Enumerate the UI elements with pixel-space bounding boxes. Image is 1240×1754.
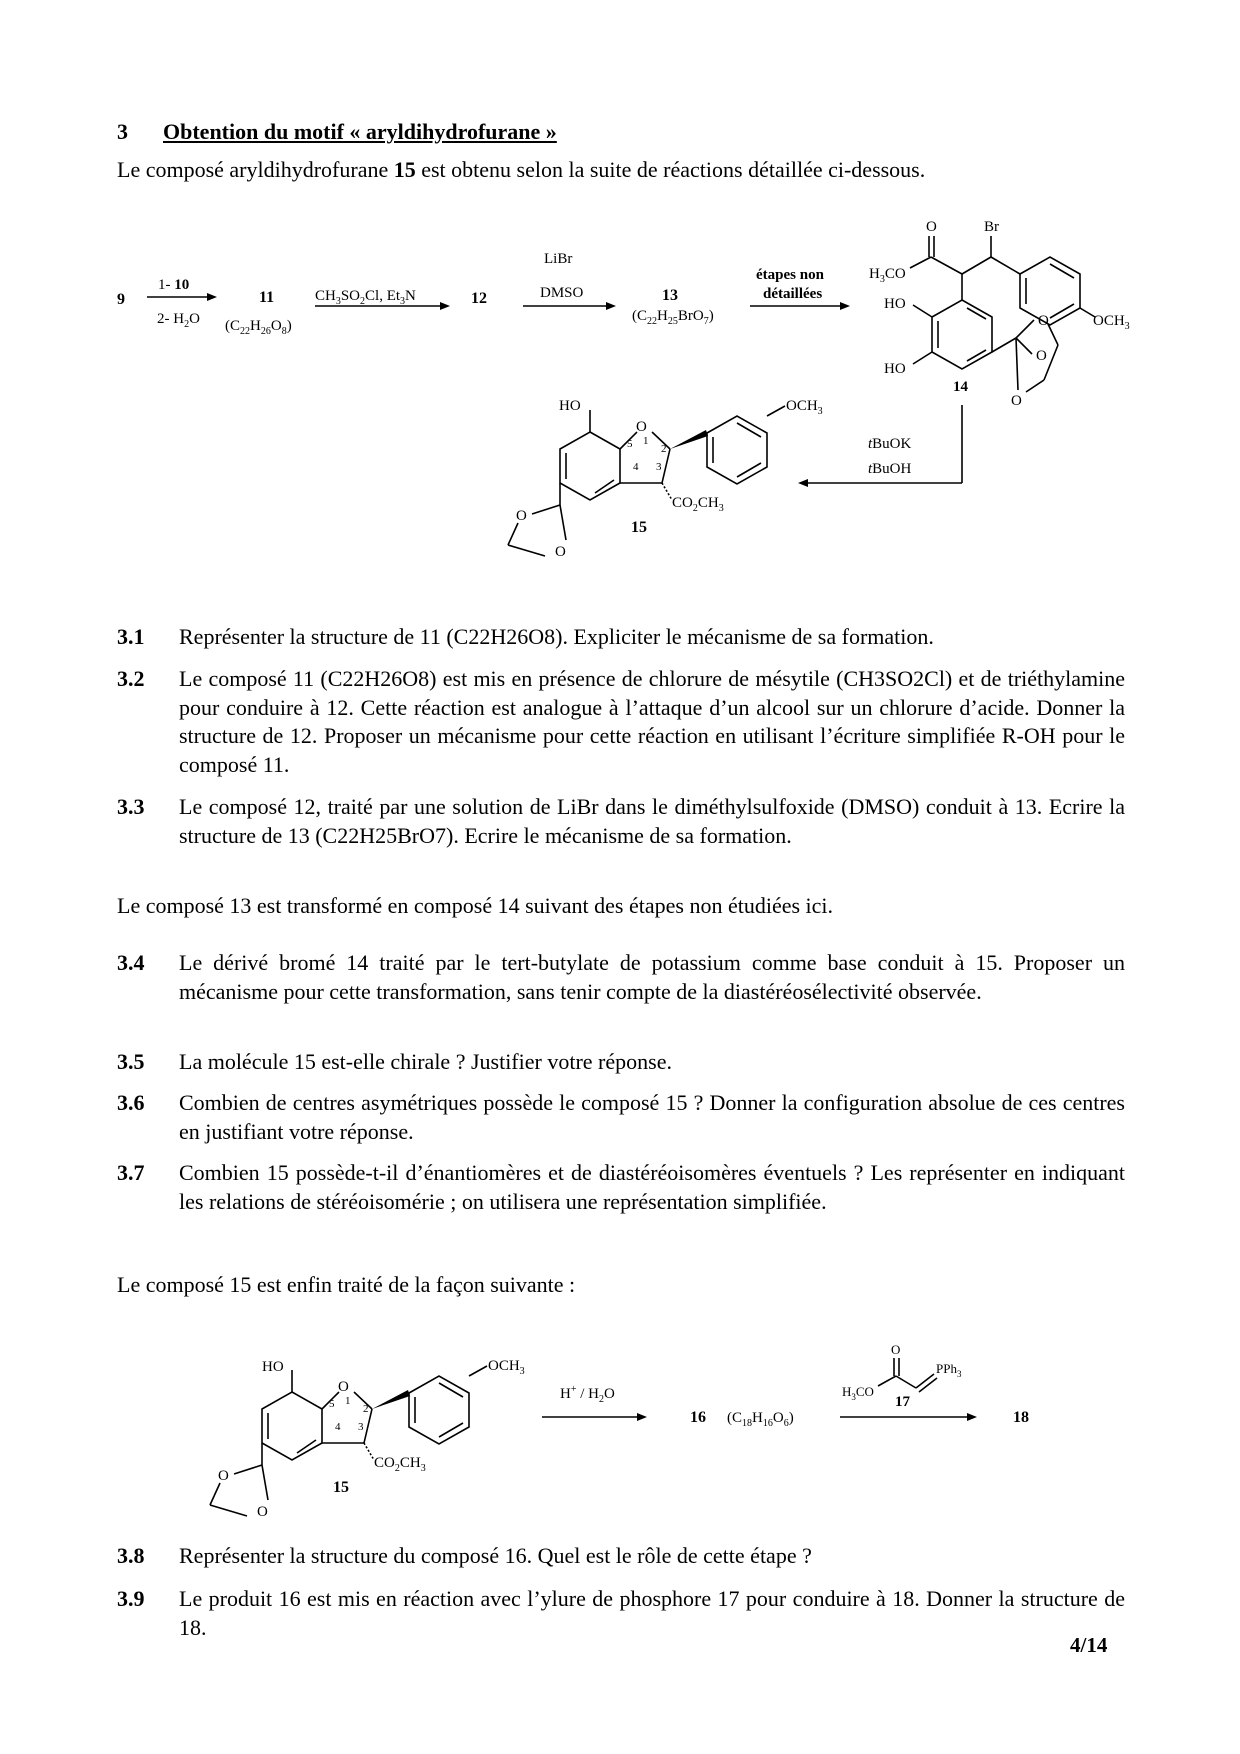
question-text: Combien de centres asymétriques possède le composé 15 ? Donner la configuration absolue de ces centres en justifiant votre réponse. <box>179 1090 1125 1144</box>
compound-12: 12 <box>471 290 487 307</box>
atom-ho: HO <box>262 1359 284 1375</box>
question-number: 3.4 <box>117 950 145 975</box>
reagent-mesyl: $CH_3SO_2Cl$, $Et_3N$ <box>315 288 416 307</box>
atom-ho-lower: HO <box>884 361 906 377</box>
question-3-9 <box>117 1585 1125 1642</box>
compound-13: 13 <box>662 287 678 304</box>
atom-o-acetal-3: O <box>1011 393 1022 409</box>
undetailed-steps-2: détaillées <box>763 286 823 302</box>
ring-num-3: 3 <box>656 461 662 473</box>
intro-before: Le composé aryldihydrofurane <box>117 157 394 182</box>
question-number: 3.2 <box>117 666 145 691</box>
step1-bottom: 2- $H_2O$ <box>157 311 200 330</box>
atom-co2ch3: $CO_2CH_3$ <box>374 1455 426 1474</box>
compound-15-label: 15 <box>631 519 647 536</box>
atom-och3: $OCH_3$ <box>488 1358 525 1377</box>
ring-num-5: 5 <box>329 1398 335 1410</box>
undetailed-steps-1: étapes non <box>756 267 824 283</box>
ring-num-4: 4 <box>633 461 639 473</box>
intro-after: est obtenu selon la suite de réactions détaillée ci-dessous. <box>415 157 926 182</box>
final-paragraph: Le composé 15 est enfin traité de la façon suivante : <box>117 1272 576 1297</box>
reagent-dmso: DMSO <box>540 285 584 301</box>
atom-o-acetal-1: O <box>218 1468 229 1484</box>
intro-compound: 15 <box>393 157 416 182</box>
atom-o-ring: O <box>636 419 647 435</box>
compound-18: 18 <box>1013 1409 1029 1426</box>
ring-num-2: 2 <box>661 443 667 455</box>
structure-15-bottom <box>210 1358 525 1520</box>
atom-o-acetal-1: O <box>1036 348 1047 364</box>
atom-ho-upper: HO <box>884 296 906 312</box>
compound-17: 17 <box>895 1394 910 1410</box>
compound-14: 14 <box>953 379 968 395</box>
question-text: Le composé 12, traité par une solution de LiBr dans le diméthylsulfoxide (DMSO) conduit à 13. Ecrire la structure de 13 (C22H25BrO7). Ecrire le mécanisme de sa formation. <box>179 794 1125 848</box>
compound-16: 16 <box>690 1409 706 1426</box>
atom-pph3: PPh$_3$ <box>936 1361 962 1379</box>
atom-br: Br <box>984 219 999 235</box>
atom-o-acetal-2: O <box>257 1504 268 1520</box>
page-number: 4/14 <box>1070 1633 1108 1657</box>
atom-o-acetal-2: O <box>555 544 566 560</box>
atom-h3co: $H_3CO$ <box>842 1384 874 1402</box>
middle-paragraph: Le composé 13 est transformé en composé 14 suivant des étapes non étudiées ici. <box>117 893 834 918</box>
atom-o-acetal-2: O <box>1038 313 1049 329</box>
ring-num-1: 1 <box>345 1395 351 1407</box>
question-text: Le dérivé bromé 14 traité par le tert-butylate de potassium comme base conduit à 15. Proposer un mécanisme pour cette transformation, sans tenir compte de la diastéréosélectivité observée. <box>179 950 1125 1004</box>
atom-o-ring: O <box>338 1379 349 1395</box>
ring-num-4: 4 <box>335 1421 341 1433</box>
atom-och3: $OCH_3$ <box>786 398 823 417</box>
compound-15-label: 15 <box>333 1479 349 1496</box>
ring-num-3: 3 <box>358 1421 364 1433</box>
compound-11: 11 <box>259 289 275 306</box>
ring-num-2: 2 <box>363 1403 369 1415</box>
ring-num-5: 5 <box>627 438 633 450</box>
question-text: Le composé 11 (C22H26O8) est mis en présence de chlorure de mésytile (CH3SO2Cl) et de triéthylamine pour conduire à 12. Cette réaction est analogue à l’attaque d’un alcool sur un chlorure d’acide. Donner la structure de 12. Proposer un mécanisme pour cette réaction en utilisant l’écriture simplifiée R-OH pour le composé 11. <box>179 666 1125 777</box>
reagent-libr: LiBr <box>544 251 573 267</box>
question-text: Représenter la structure de 11 (C22H26O8). Expliciter le mécanisme de sa formation. <box>179 624 934 649</box>
section-title: Obtention du motif « aryldihydrofurane » <box>163 119 557 144</box>
atom-co2ch3: $CO_2CH_3$ <box>672 495 724 514</box>
question-number: 3.6 <box>117 1090 145 1115</box>
step1-top: 1- 10 <box>158 277 190 293</box>
compound-13-formula: $(C_{22}H_{25}BrO_7)$ <box>632 308 714 327</box>
question-number: 3.9 <box>117 1586 145 1611</box>
atom-o-carbonyl: O <box>926 219 937 235</box>
question-text: Le produit 16 est mis en réaction avec l’ylure de phosphore 17 pour conduire à 18. Donner la structure de 18. <box>179 1586 1125 1640</box>
question-number: 3.5 <box>117 1049 145 1074</box>
question-number: 3.7 <box>117 1160 145 1185</box>
compound-9: 9 <box>117 291 125 308</box>
ring-num-1: 1 <box>643 435 649 447</box>
base-tbuoh: tBuOH <box>868 461 912 477</box>
question-text: Représenter la structure du composé 16. Quel est le rôle de cette étape ? <box>179 1543 812 1568</box>
atom-o: O <box>891 1342 901 1357</box>
section-number: 3 <box>117 119 128 144</box>
compound-16-formula: $(C_{18}H_{16}O_6)$ <box>727 1410 794 1429</box>
reagent-acid: $H^+ / H_2O$ <box>560 1384 615 1405</box>
atom-o-acetal-1: O <box>516 508 527 524</box>
question-3-8 <box>117 1542 1125 1571</box>
question-text: Combien 15 possède-t-il d’énantiomères et de diastéréoisomères éventuels ? Les représenter en indiquant les relations de stéréoisomérie ; on utilisera une représentation simplifiée. <box>179 1160 1125 1214</box>
compound-11-formula: $(C_{22}H_{26}O_8)$ <box>225 318 292 337</box>
base-tbuok: tBuOK <box>868 436 912 452</box>
question-number: 3.8 <box>117 1543 145 1568</box>
question-text: La molécule 15 est-elle chirale ? Justifier votre réponse. <box>179 1049 672 1074</box>
ylide-17 <box>842 1342 962 1410</box>
atom-ho: HO <box>559 398 581 414</box>
question-number: 3.1 <box>117 624 145 649</box>
atom-och3: $OCH_3$ <box>1093 313 1130 332</box>
atom-h3co: $H_3CO$ <box>869 266 906 285</box>
question-number: 3.3 <box>117 794 145 819</box>
